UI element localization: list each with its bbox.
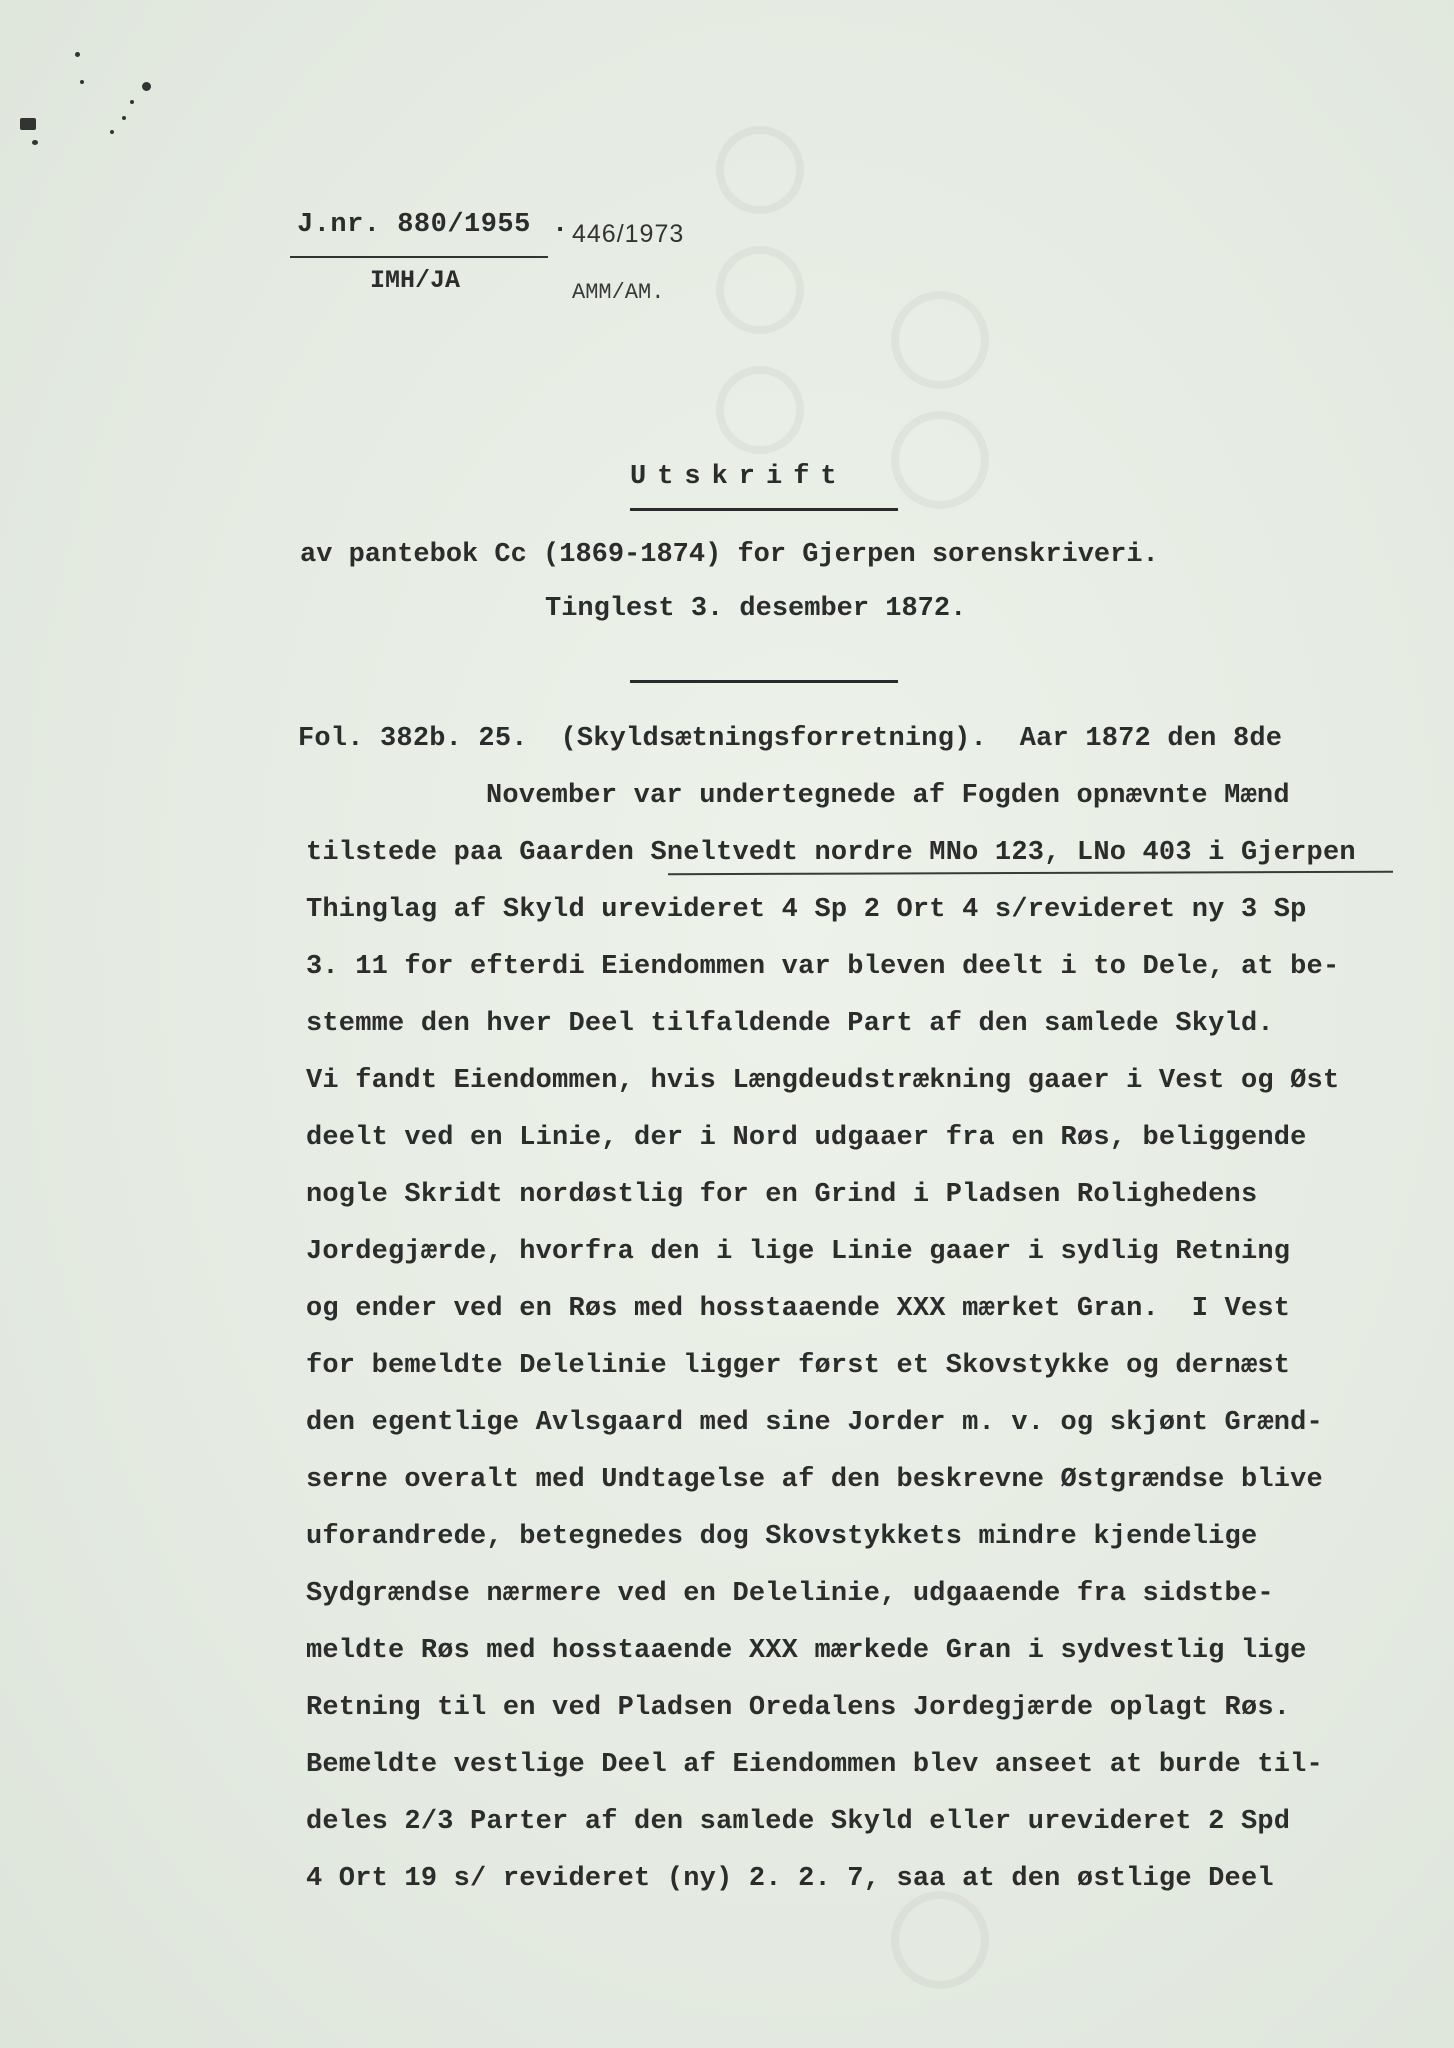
document-subtitle: av pantebok Cc (1869-1874) for Gjerpen sorenskriveri. bbox=[300, 540, 1159, 570]
initials-old: IMH/JA bbox=[370, 266, 461, 295]
body-line: den egentlige Avlsgaard med sine Jorder m. v. og skjønt Grænd- bbox=[306, 1408, 1323, 1438]
body-line: meldte Røs med hosstaaende XXX mærkede Gran i sydvestlig lige bbox=[306, 1636, 1307, 1666]
registered-date: Tinglest 3. desember 1872. bbox=[545, 594, 967, 624]
journal-number: J.nr. 880/1955 bbox=[297, 210, 531, 240]
edge-marks bbox=[20, 50, 180, 170]
body-line: Jordegjærde, hvorfra den i lige Linie gaaer i sydlig Retning bbox=[306, 1237, 1291, 1267]
body-line: Fol. 382b. 25. (Skyldsætningsforretning). Aar 1872 den 8de bbox=[298, 724, 1283, 754]
body-line: nogle Skridt nordøstlig for en Grind i Pladsen Rolighedens bbox=[306, 1180, 1258, 1210]
body-line: og ender ved en Røs med hosstaaende XXX mærket Gran. I Vest bbox=[306, 1294, 1291, 1324]
document-title: Utskrift bbox=[630, 462, 848, 492]
body-line: serne overalt med Undtagelse af den beskrevne Østgrændse blive bbox=[306, 1465, 1323, 1495]
body-line: Thinglag af Skyld urevideret 4 Sp 2 Ort 4 s/revideret ny 3 Sp bbox=[306, 895, 1307, 925]
body-line: tilstede paa Gaarden Sneltvedt nordre MNo 123, LNo 403 i Gjerpen bbox=[306, 838, 1356, 868]
journal-number-new: 446/1973 bbox=[572, 220, 685, 248]
body-line: Sydgrændse nærmere ved en Delelinie, udgaaende fra sidstbe- bbox=[306, 1579, 1274, 1609]
body-line: stemme den hver Deel tilfaldende Part af den samlede Skyld. bbox=[306, 1009, 1274, 1039]
body-line: Bemeldte vestlige Deel af Eiendommen blev anseet at burde til- bbox=[306, 1750, 1323, 1780]
body-line: deelt ved en Linie, der i Nord udgaaer fra en Røs, beliggende bbox=[306, 1123, 1307, 1153]
title-underline bbox=[630, 508, 898, 511]
body-line: Vi fandt Eiendommen, hvis Længdeudstrækning gaaer i Vest og Øst bbox=[306, 1066, 1340, 1096]
body-line: Retning til en ved Pladsen Oredalens Jordegjærde oplagt Røs. bbox=[306, 1693, 1291, 1723]
journal-number-rule bbox=[290, 256, 548, 258]
body-line: for bemeldte Delelinie ligger først et Skovstykke og dernæst bbox=[306, 1351, 1291, 1381]
initials-new: AMM/AM. bbox=[572, 280, 665, 305]
section-divider bbox=[630, 680, 898, 683]
body-line: November var undertegnede af Fogden opnævnte Mænd bbox=[486, 781, 1290, 811]
body-line: 4 Ort 19 s/ revideret (ny) 2. 2. 7, saa at den østlige Deel bbox=[306, 1864, 1274, 1894]
body-line: uforandrede, betegnedes dog Skovstykkets mindre kjendelige bbox=[306, 1522, 1258, 1552]
body-line: deles 2/3 Parter af den samlede Skyld eller urevideret 2 Spd bbox=[306, 1807, 1291, 1837]
body-line: 3. 11 for efterdi Eiendommen var bleven deelt i to Dele, at be- bbox=[306, 952, 1340, 982]
journal-number-dot: . bbox=[552, 210, 569, 240]
